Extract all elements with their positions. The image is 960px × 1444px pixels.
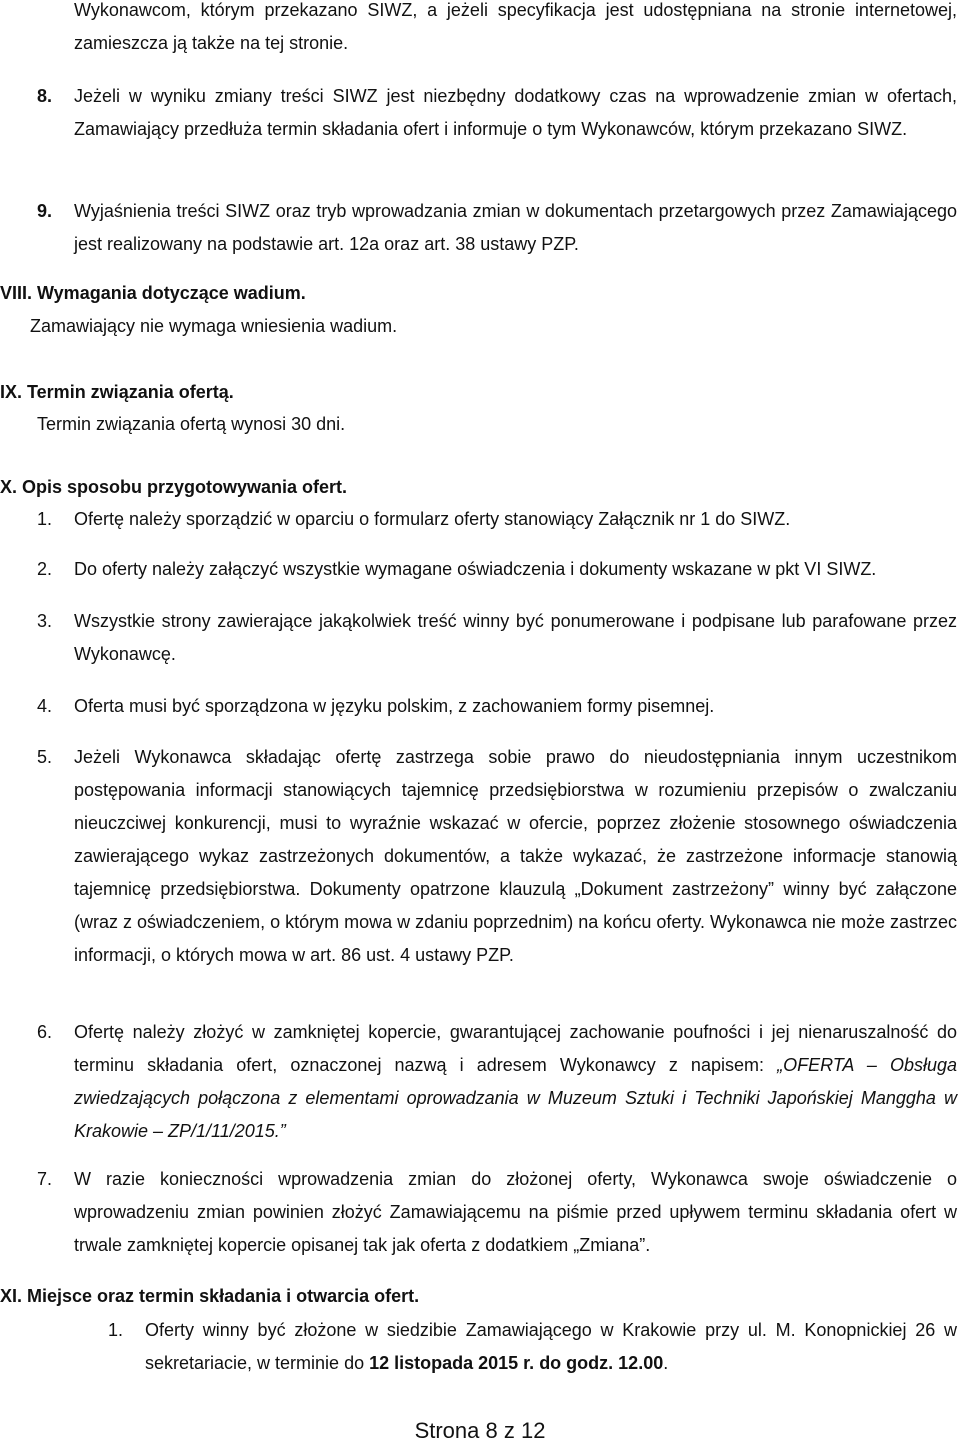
item-text-plain: Ofertę należy złożyć w zamkniętej kopercie, gwarantującej zachowanie poufności i jej nienaruszalność do terminu składania ofert, oznaczonej nazwą i adresem Wykonawcy z napisem:	[74, 1022, 957, 1075]
section-heading: IX. Termin związania ofertą.	[0, 382, 234, 402]
item-text-italic: „OFERTA – Obsługa zwiedzających połączona z elementami oprowadzania w Muzeum Sztuki i Techniki Japońskiej Manggha w Krakowie – ZP/1/11/2015.”	[74, 1055, 957, 1141]
section-text: Termin związania ofertą wynosi 30 dni.	[37, 414, 346, 434]
item-number: 4.	[37, 696, 53, 716]
item-number: 9.	[37, 201, 53, 221]
section-heading: XI. Miejsce oraz termin składania i otwarcia ofert.	[0, 1286, 420, 1306]
item-number: 1.	[108, 1320, 124, 1340]
item-text: Oferta musi być sporządzona w języku polskim, z zachowaniem formy pisemnej.	[74, 696, 715, 716]
item-text: Jeżeli w wyniku zmiany treści SIWZ jest niezbędny dodatkowy czas na wprowadzenie zmian w ofertach, Zamawiający przedłuża termin składania ofert i informuje o tym Wykonawców, którym przekazano SIWZ.	[74, 86, 957, 139]
page-footer: Strona 8 z 12	[414, 1418, 546, 1443]
item-text: Do oferty należy załączyć wszystkie wymagane oświadczenia i dokumenty wskazane w pkt VI SIWZ.	[74, 559, 877, 579]
item-number: 5.	[37, 747, 53, 767]
item-text-plain: Oferty winny być złożone w siedzibie Zamawiającego w Krakowie przy ul. M. Konopnickiej 26 w sekretariacie, w terminie do	[145, 1320, 957, 1373]
section-heading: X. Opis sposobu przygotowywania ofert.	[0, 477, 348, 497]
item-number: 3.	[37, 611, 53, 631]
item-text-end: .	[663, 1353, 669, 1373]
deadline-date: 12 listopada 2015 r. do godz. 12.00	[369, 1353, 664, 1373]
item-number: 7.	[37, 1169, 53, 1189]
item-number: 6.	[37, 1022, 53, 1042]
item-text	[74, 1016, 957, 1148]
intro-paragraph: Wykonawcom, którym przekazano SIWZ, a jeżeli specyfikacja jest udostępniana na stronie internetowej, zamieszcza ją także na tej stronie.	[74, 0, 957, 53]
item-number: 2.	[37, 559, 53, 579]
section-text: Zamawiający nie wymaga wniesienia wadium.	[30, 316, 398, 336]
item-text: Wszystkie strony zawierające jakąkolwiek treść winny być ponumerowane i podpisane lub parafowane przez Wykonawcę.	[74, 611, 957, 664]
item-text: Ofertę należy sporządzić w oparciu o formularz oferty stanowiący Załącznik nr 1 do SIWZ.	[74, 509, 791, 529]
item-text	[145, 1314, 957, 1380]
item-text: W razie konieczności wprowadzenia zmian do złożonej oferty, Wykonawca swoje oświadczenie o wprowadzeniu zmian powinien złożyć Zamawiającemu na piśmie przed upływem terminu składania ofert w trwale zamkniętej kopercie opisanej tak jak oferta z dodatkiem „Zmiana”.	[74, 1169, 957, 1255]
item-text: Wyjaśnienia treści SIWZ oraz tryb wprowadzania zmian w dokumentach przetargowych przez Zamawiającego jest realizowany na podstawie art. 12a oraz art. 38 ustawy PZP.	[74, 201, 957, 254]
section-heading: VIII. Wymagania dotyczące wadium.	[0, 283, 306, 303]
item-number: 8.	[37, 86, 53, 106]
item-number: 1.	[37, 509, 53, 529]
item-text: Jeżeli Wykonawca składając ofertę zastrzega sobie prawo do nieudostępniania innym uczestnikom postępowania informacji stanowiących tajemnicę przedsiębiorstwa w rozumieniu przepisów o zwalczaniu nieuczciwej konkurencji, musi to wyraźnie wskazać w ofercie, poprzez złożenie stosownego oświadczenia zawierającego wykaz zastrzeżonych dokumentów, a także wykazać, że zastrzeżone informacje stanowią tajemnicę przedsiębiorstwa. Dokumenty opatrzone klauzulą „Dokument zastrzeżony” winny być załączone (wraz z oświadczeniem, o którym mowa w zdaniu poprzednim) na końcu oferty. Wykonawca nie może zastrzec informacji, o których mowa w art. 86 ust. 4 ustawy PZP.	[74, 747, 957, 965]
